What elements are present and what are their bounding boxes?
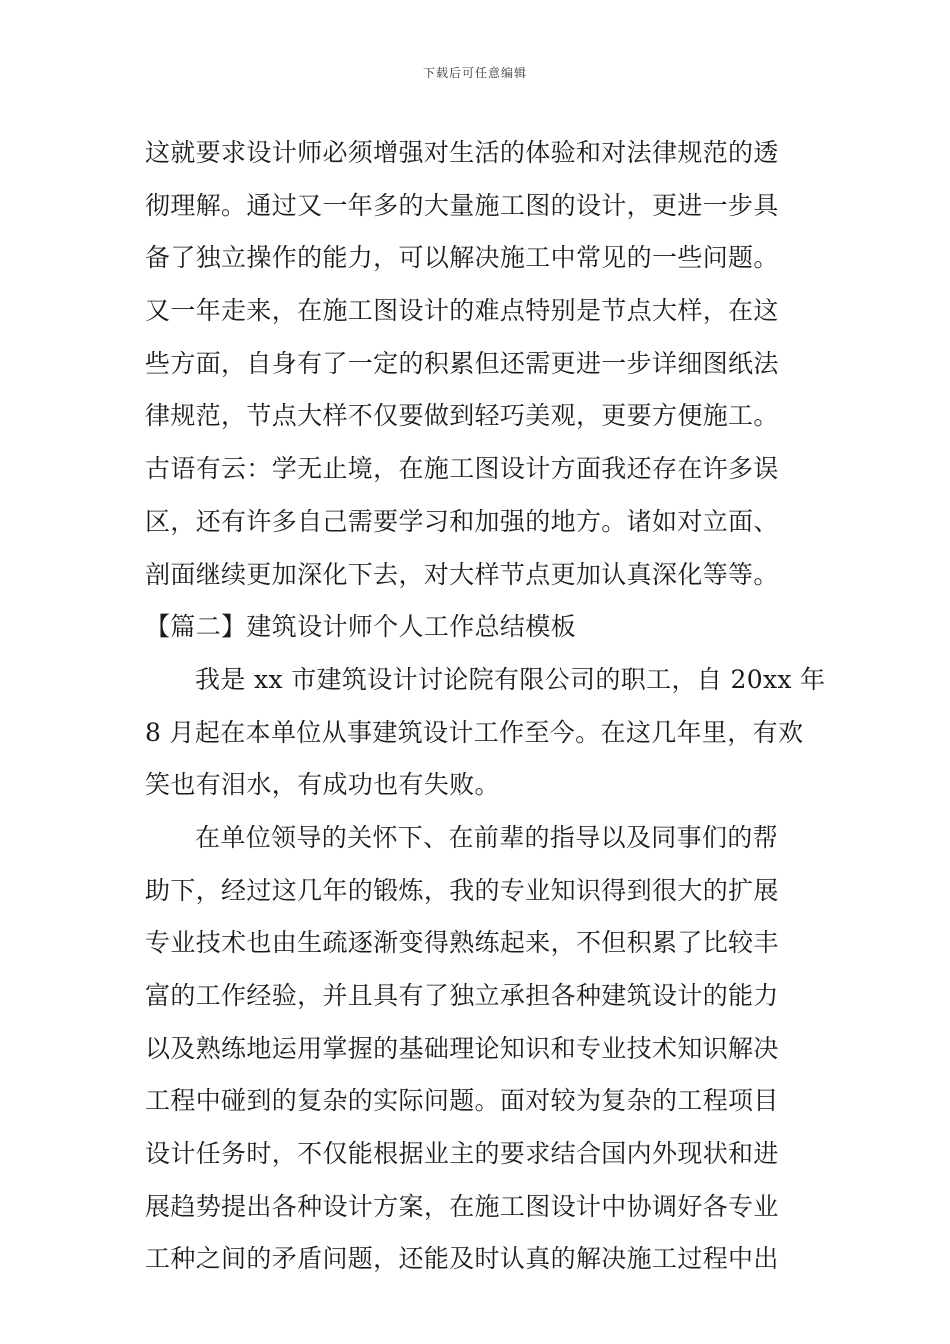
text-line: 富的工作经验，并且具有了独立承担各种建筑设计的能力 bbox=[145, 981, 779, 1010]
text-line: 助下，经过这几年的锻炼，我的专业知识得到很大的扩展 bbox=[145, 875, 779, 905]
text-line: 工种之间的矛盾问题，还能及时认真的解决施工过程中出 bbox=[145, 1244, 779, 1274]
text-line: 专业技术也由生疏逐渐变得熟练起来，不但积累了比较丰 bbox=[145, 928, 779, 958]
text-line: 8 月起在本单位从事建筑设计工作至今。在这几年里，有欢 bbox=[145, 717, 804, 747]
text-line: 笑也有泪水，有成功也有失败。 bbox=[145, 770, 500, 800]
text-line: 律规范，节点大样不仅要做到轻巧美观，更要方便施工。 bbox=[145, 401, 779, 431]
text-line: 以及熟练地运用掌握的基础理论知识和专业技术知识解决 bbox=[145, 1033, 779, 1063]
document-body bbox=[145, 127, 826, 1286]
text-line: 剖面继续更加深化下去，对大样节点更加认真深化等等。 bbox=[145, 559, 779, 589]
page-header: 下载后可任意编辑 bbox=[422, 66, 527, 80]
text-line: 古语有云：学无止境，在施工图设计方面我还存在许多误 bbox=[145, 454, 779, 484]
text-line: 些方面，自身有了一定的积累但还需更进一步详细图纸法 bbox=[145, 348, 779, 378]
text-line: 工程中碰到的复杂的实际问题。面对较为复杂的工程项目 bbox=[145, 1086, 779, 1116]
text-line: 区，还有许多自己需要学习和加强的地方。诸如对立面、 bbox=[145, 506, 779, 536]
paragraph-first-line: 在单位领导的关怀下、在前辈的指导以及同事们的帮 bbox=[195, 822, 779, 852]
section-heading: 【篇二】建筑设计师个人工作总结模板 bbox=[145, 612, 576, 642]
text-line: 展趋势提出各种设计方案，在施工图设计中协调好各专业 bbox=[145, 1191, 779, 1221]
text-line: 彻理解。通过又一年多的大量施工图的设计，更进一步具 bbox=[145, 190, 779, 220]
text-line: 这就要求设计师必须增强对生活的体验和对法律规范的透 bbox=[145, 138, 779, 167]
paragraph-first-line: 我是 xx 市建筑设计讨论院有限公司的职工，自 20xx 年 bbox=[195, 664, 826, 694]
text-line: 备了独立操作的能力，可以解决施工中常见的一些问题。 bbox=[145, 243, 779, 273]
text-line: 设计任务时，不仅能根据业主的要求结合国内外现状和进 bbox=[145, 1139, 779, 1169]
text-line: 又一年走来，在施工图设计的难点特别是节点大样，在这 bbox=[145, 296, 779, 326]
